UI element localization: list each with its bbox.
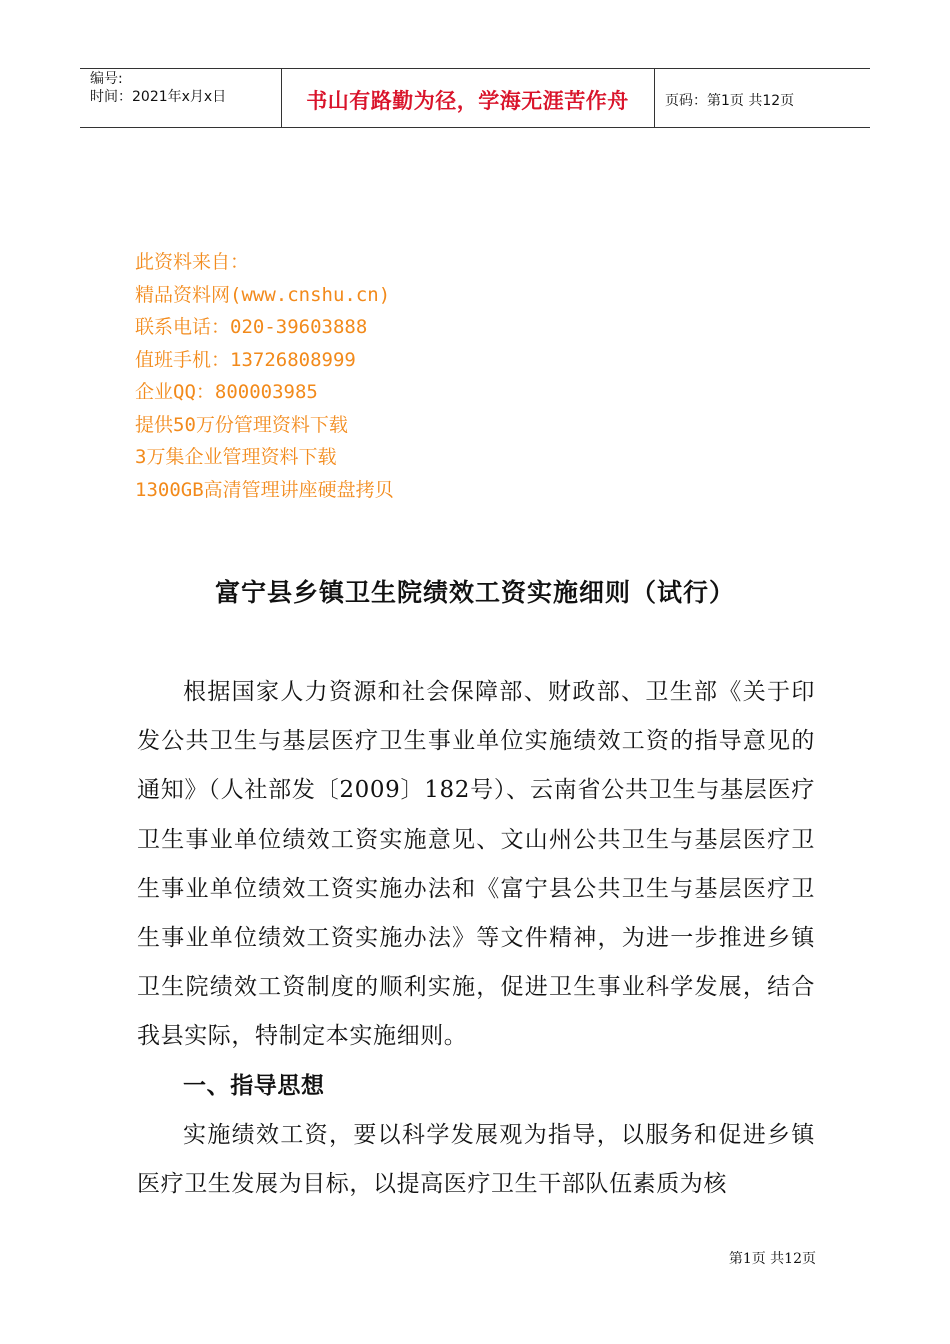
body-paragraph: 根据国家人力资源和社会保障部、财政部、卫生部《关于印发公共卫生与基层医疗卫生事业单位实施绩效工资的指导意见的通知》（人社部发〔2009〕182号）、云南省公共卫生与基层医疗卫生事业单位绩效工资实施意见、文山州公共卫生与基层医疗卫生事业单位绩效工资实施办法和《富宁县公共卫生与基层医疗卫生事业单位绩效工资实施办法》等文件精神，为进一步推进乡镇卫生院绩效工资制度的顺利实施，促进卫生事业科学发展，结合我县实际，特制定本实施细则。	[137, 679, 815, 1050]
header-page-info: 页码：第1页 共12页	[665, 93, 795, 109]
page-header	[80, 68, 870, 128]
source-line: 1300GB高清管理讲座硬盘拷贝	[135, 478, 394, 501]
section-heading: 一、指导思想	[183, 1072, 325, 1099]
document-time-label: 时间：2021年x月x日	[90, 89, 227, 105]
header-page-cell	[655, 69, 870, 127]
header-meta-cell	[80, 69, 282, 127]
document-number-label: 编号:	[90, 71, 123, 87]
source-line: 联系电话：020-39603888	[135, 316, 368, 338]
source-info-block	[135, 246, 394, 506]
header-motto: 书山有路勤为径，学海无涯苦作舟	[306, 89, 629, 113]
source-line: 精品资料网(www.cnshu.cn)	[135, 283, 391, 306]
source-line: 提供50万份管理资料下载	[135, 413, 348, 436]
document-title: 富宁县乡镇卫生院绩效工资实施细则（试行）	[214, 578, 735, 607]
source-line: 3万集企业管理资料下载	[135, 446, 337, 468]
source-line: 企业QQ：800003985	[135, 381, 318, 403]
source-line: 值班手机：13726808999	[135, 348, 356, 371]
document-body	[137, 668, 815, 1209]
header-motto-cell	[281, 69, 655, 127]
source-line: 此资料来自：	[135, 251, 250, 273]
page-footer: 第1页 共12页	[728, 1251, 816, 1267]
body-paragraph: 实施绩效工资，要以科学发展观为指导，以服务和促进乡镇医疗卫生发展为目标，以提高医疗卫生干部队伍素质为核	[137, 1121, 815, 1198]
